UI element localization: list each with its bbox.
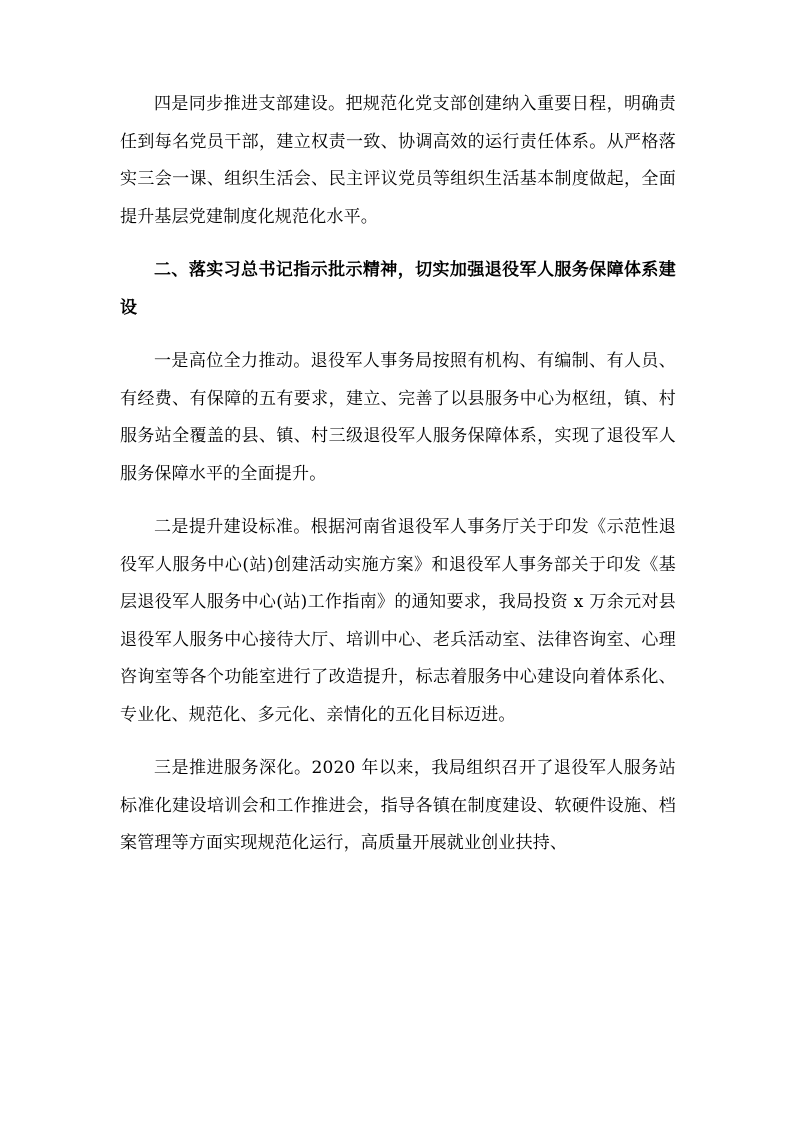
paragraph-deepen-service: 三是推进服务深化。2020 年以来，我局组织召开了退役军人服务站标准化建设培训会和工作推进会，指导各镇在制度建设、软硬件设施、档案管理等方面实现规范化运行，高质量开展就业创业扶持、	[120, 758, 676, 853]
paragraph-raise-standards: 二是提升建设标准。根据河南省退役军人事务厅关于印发《示范性退役军人服务中心(站)创建活动实施方案》和退役军人事务部关于印发《基层退役军人服务中心(站)工作指南》的通知要求，我局投资 x 万余元对县退役军人服务中心接待大厅、培训中心、老兵活动室、法律咨询室、心理咨询室等各个功能室进行了改造提升，标志着服务中心建设向着体系化、专业化、规范化、多元化、亲情化的五化目标迈进。	[120, 517, 676, 725]
paragraph-party-branch: 四是同步推进支部建设。把规范化党支部创建纳入重要日程，明确责任到每名党员干部，建立权责一致、协调高效的运行责任体系。从严格落实三会一课、组织生活会、民主评议党员等组织生活基本制度做起，全面提升基层党建制度化规范化水平。	[120, 94, 676, 227]
section-heading-veterans-service: 二、落实习总书记指示批示精神，切实加强退役军人服务保障体系建设	[120, 260, 676, 318]
document-body	[120, 86, 676, 879]
paragraph-high-level-push: 一是高位全力推动。退役军人事务局按照有机构、有编制、有人员、有经费、有保障的五有要求，建立、完善了以县服务中心为枢纽，镇、村服务站全覆盖的县、镇、村三级退役军人服务保障体系，实现了退役军人服务保障水平的全面提升。	[120, 351, 676, 484]
